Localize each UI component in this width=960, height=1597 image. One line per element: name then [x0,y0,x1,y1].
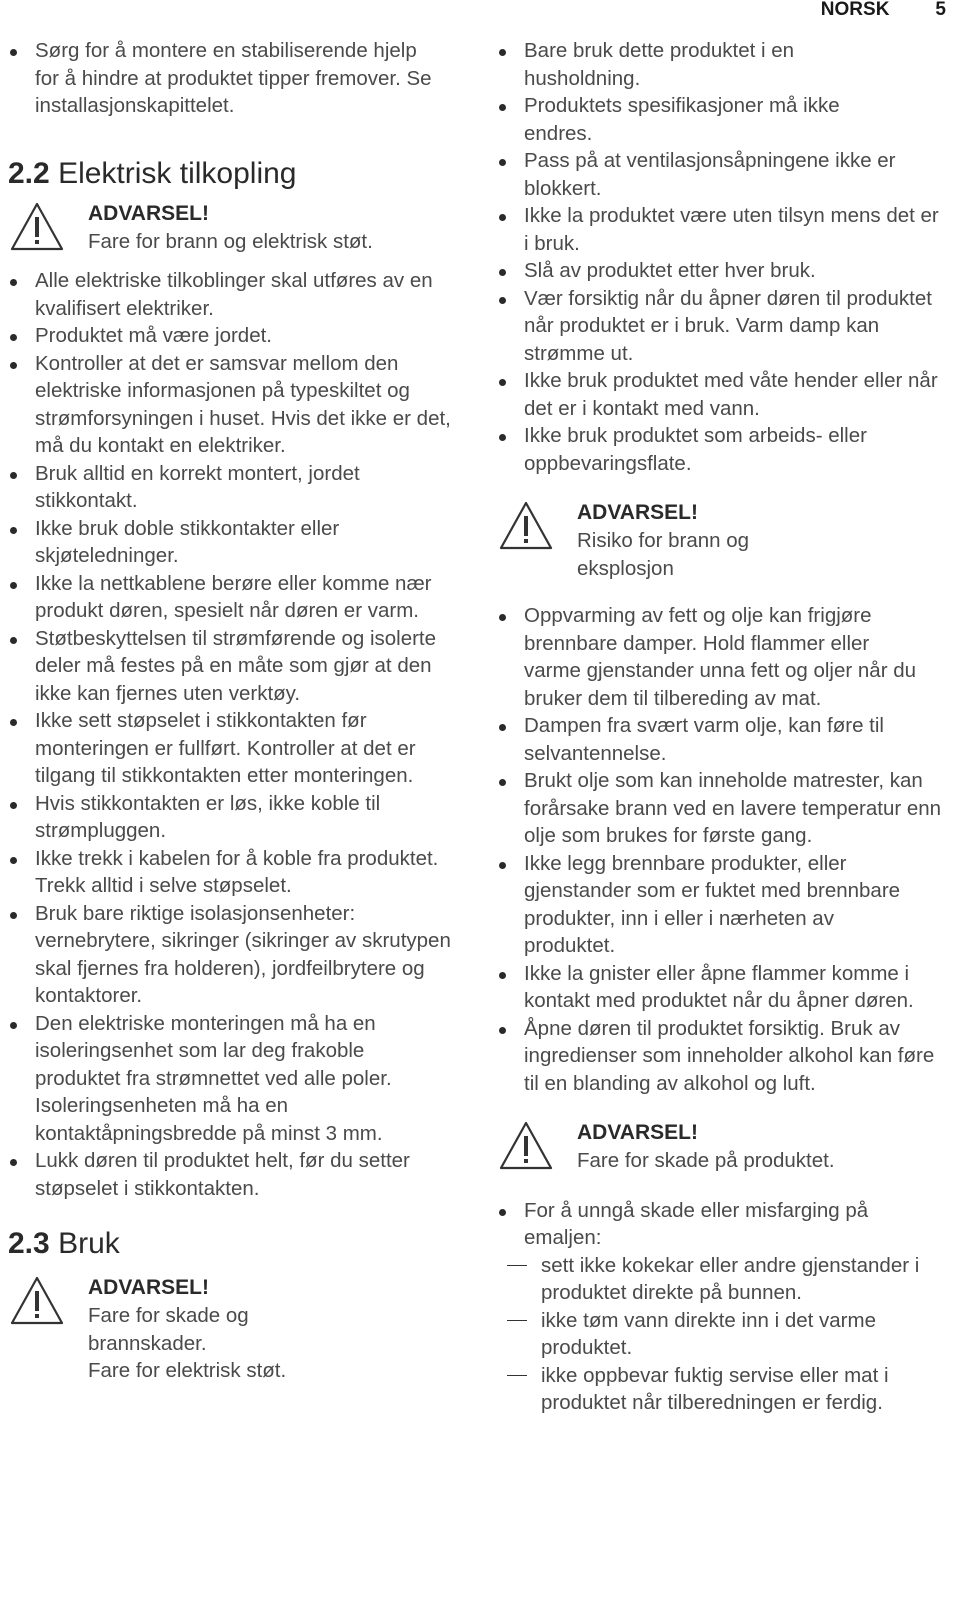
list-item: Ikke la produktet være uten tilsyn mens det er i bruk. [497,202,947,257]
list-item [497,1197,947,1417]
warning-text [88,200,388,256]
warning-text [577,1119,835,1175]
section-number: 2.3 [8,1227,50,1260]
warning-box [8,200,468,256]
list-item: Pass på at ventilasjonsåpningene ikke er blokkert. [497,147,947,202]
language-label: NORSK [820,0,890,20]
warning-description: Fare for skade og brannskader. [88,1304,249,1355]
left-column [8,37,468,1385]
right-column [497,37,947,1417]
section-heading-2-2 [8,156,468,192]
list-item: Dampen fra svært varm olje, kan føre til selvantennelse. [497,712,947,767]
warning-triangle-icon [497,1119,555,1173]
list-item: Sørg for å montere en stabiliserende hjelp for å hindre at produktet tipper fremover. Se installasjonskapittelet. [8,37,435,120]
list-item: Ikke bruk doble stikkontakter eller skjøteledninger. [8,515,435,570]
list-item: Lukk døren til produktet helt, før du setter støpselet i stikkontakten. [8,1147,435,1202]
sub-list-item: ikke oppbevar fuktig servise eller mat i produktet når tilberedningen er ferdig. [497,1362,947,1417]
page-header [821,0,946,22]
list-item: Hvis stikkontakten er løs, ikke koble til strømpluggen. [8,790,455,845]
list-item: Brukt olje som kan inneholde matrester, kan forårsake brann ved en lavere temperatur enn olje som brukes for første gang. [497,767,944,850]
warning-triangle-icon [8,1274,66,1328]
warning-text [577,499,797,582]
warning-description: Risiko for brann og eksplosjon [577,529,750,580]
fire-risk-list [497,602,947,1097]
usage-list [497,37,947,477]
electrical-list [8,267,468,1202]
list-item: Slå av produktet etter hver bruk. [497,257,947,285]
warning-description: Fare for elektrisk støt. [88,1359,287,1382]
section-title: Bruk [58,1227,120,1260]
list-item: Ikke sett støpselet i stikkontakten før monteringen er fullført. Kontroller at det er tilgang til stikkontakten etter monteringen. [8,707,468,790]
warning-triangle-icon [8,200,66,254]
list-item: Ikke trekk i kabelen for å koble fra produktet. Trekk alltid i selve støpselet. [8,845,468,900]
list-item: Bruk bare riktige isolasjonsenheter: vernebrytere, sikringer (sikringer av skrutypen skal fjernes fra holderen), jordfeilbrytere og kontaktorer. [8,900,455,1010]
list-item: Ikke la nettkablene berøre eller komme nær produkt døren, spesielt når døren er varm. [8,570,468,625]
list-item: Ikke legg brennbare produkter, eller gjenstander som er fuktet med brennbare produkter, inn i eller i nærheten av produktet. [497,850,914,960]
list-item: Åpne døren til produktet forsiktig. Bruk av ingredienser som inneholder alkohol kan føre til en blanding av alkohol og luft. [497,1015,947,1098]
sub-list-item: ikke tøm vann direkte inn i det varme produktet. [497,1307,911,1362]
sub-list-item: sett ikke kokekar eller andre gjenstander i produktet direkte på bunnen. [497,1252,947,1307]
warning-box [497,1119,947,1175]
warning-triangle-icon [497,499,555,553]
list-item: Den elektriske monteringen må ha en isoleringsenhet som lar deg frakoble produktet fra strømnettet ved alle poler. Isoleringsenheten må ha en kontaktåpningsbredde på minst 3 mm. [8,1010,455,1148]
list-item-text: For å unngå skade eller misfarging på emaljen: [524,1198,869,1249]
list-item: Alle elektriske tilkoblinger skal utføres av en kvalifisert elektriker. [8,267,468,322]
list-item: Kontroller at det er samsvar mellom den elektriske informasjonen på typeskiltet og strømforsyningen i huset. Hvis det ikke er det, må du kontakt en elektriker. [8,350,468,460]
list-item: Bruk alltid en korrekt montert, jordet stikkontakt. [8,460,435,515]
warning-description: Fare for skade på produktet. [577,1149,835,1172]
list-item: Bare bruk dette produktet i en husholdning. [497,37,874,92]
section-number: 2.2 [8,156,50,190]
list-item: Ikke bruk produktet med våte hender eller når det er i kontakt med vann. [497,367,947,422]
list-item: Produktet må være jordet. [8,322,468,350]
enamel-list [497,1197,947,1417]
warning-title: ADVARSEL! [577,501,698,524]
page-number: 5 [935,0,946,20]
warning-text [88,1274,288,1385]
section-title: Elektrisk tilkopling [58,156,297,190]
warning-box [8,1274,468,1385]
warning-title: ADVARSEL! [88,1276,209,1299]
warning-title: ADVARSEL! [88,201,209,225]
intro-list [8,37,468,120]
section-heading-2-3 [8,1226,468,1262]
warning-description: Fare for brann og elektrisk støt. [88,229,373,253]
sub-list [497,1252,947,1417]
list-item: Støtbeskyttelsen til strømførende og isolerte deler må festes på en måte som gjør at den ikke kan fjernes uten verktøy. [8,625,455,708]
warning-title: ADVARSEL! [577,1121,698,1144]
list-item: Vær forsiktig når du åpner døren til produktet når produktet er i bruk. Varm damp kan strømme ut. [497,285,947,368]
warning-box [497,499,947,582]
list-item: Ikke bruk produktet som arbeids- eller oppbevaringsflate. [497,422,947,477]
list-item: Ikke la gnister eller åpne flammer komme i kontakt med produktet når du åpner døren. [497,960,947,1015]
list-item: Oppvarming av fett og olje kan frigjøre brennbare damper. Hold flammer eller varme gjenstander unna fett og oljer når du bruker dem til tilbereding av mat. [497,602,924,712]
list-item: Produktets spesifikasjoner må ikke endres. [497,92,904,147]
